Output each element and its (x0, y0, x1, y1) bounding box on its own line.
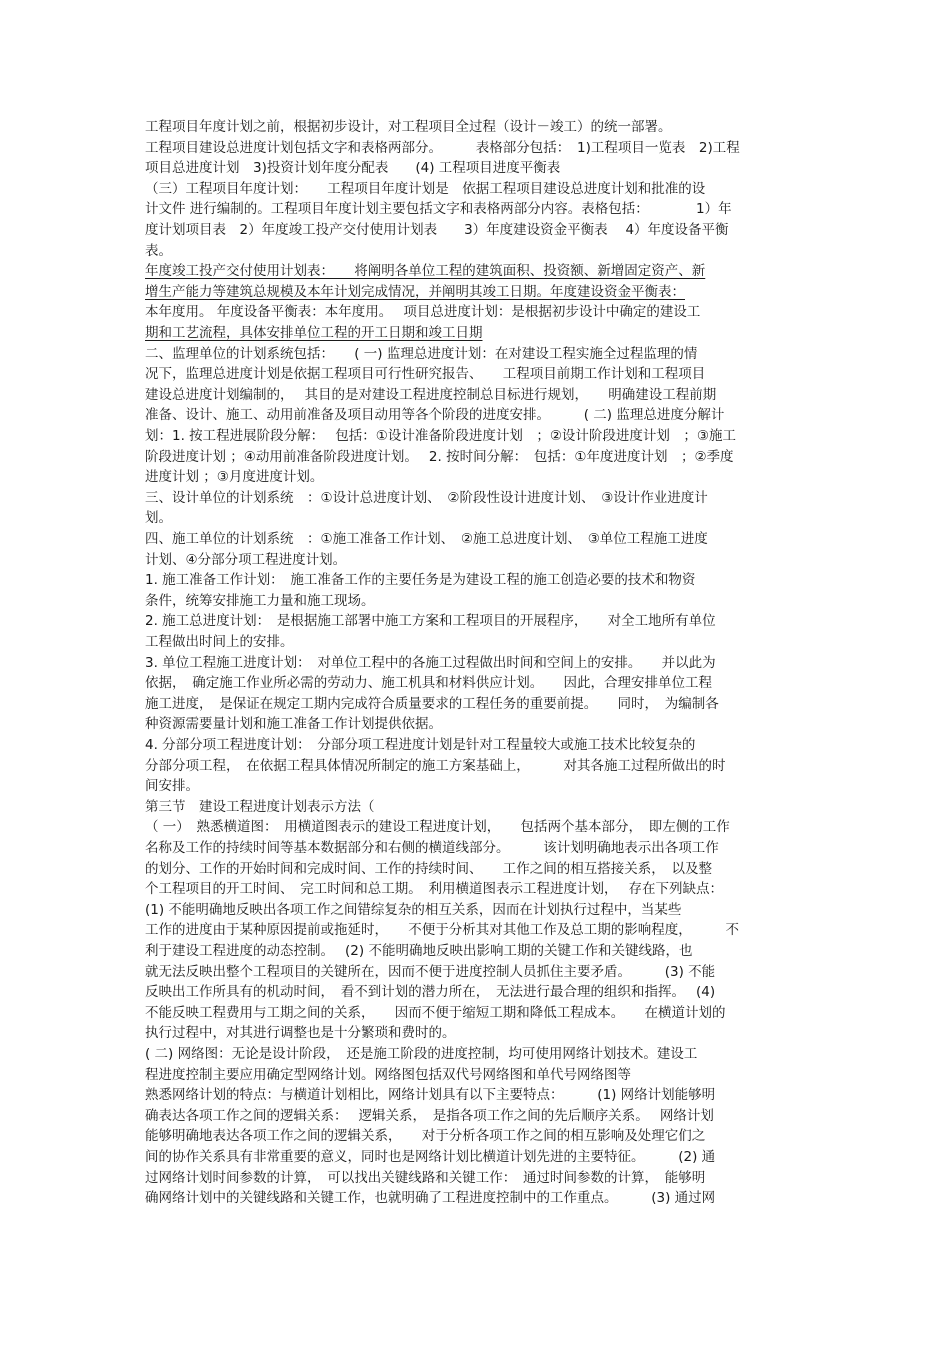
text-line: 就无法反映出整个工程项目的关键所在，因而不便于进度控制人员抓住主要矛盾。 (3) 不能 (145, 963, 716, 980)
text-line: 阶段进度计划 ；④动用前准备阶段进度计划。 2. 按时间分解： 包括：①年度进度计划 ；②季度 (145, 448, 734, 465)
text-line: 种资源需要量计划和施工准备工作计划提供依据。 (145, 716, 442, 733)
text-line: 1. 施工准备工作计划： 施工准备工作的主要任务是为建设工程的施工创造必要的技术和物资 (145, 572, 696, 589)
text-line: 熟悉网络计划的特点：与横道计划相比，网络计划具有以下主要特点： (1) 网络计划能够明 (145, 1087, 716, 1104)
text-line: 年度竣工投产交付使用计划表： 将阐明各单位工程的建筑面积、投资额、新增固定资产、新 (145, 263, 706, 280)
text-line: 施工进度， 是保证在规定工期内完成符合质量要求的工程任务的重要前提。 同时， 为编制各 (145, 695, 719, 712)
text-line: 间安排。 (145, 778, 199, 795)
text-line: 名称及工作的持续时间等基本数据部分和右侧的横道线部分。 该计划明确地表示出各项工作 (145, 840, 719, 856)
text-line: 进度计划 ；③月度进度计划。 (145, 469, 324, 486)
text-line: 程进度控制主要应用确定型网络计划。网络图包括双代号网络图和单代号网络图等 (145, 1066, 631, 1083)
text-line: 计划、④分部分项工程进度计划。 (145, 551, 347, 568)
text-line: 执行过程中，对其进行调整也是十分繁琐和费时的。 (145, 1025, 456, 1042)
text-line: 利于建设工程进度的动态控制。 (2) 不能明确地反映出影响工期的关键工作和关键线路，也 (145, 943, 693, 959)
text-line: 准备、设计、施工、动用前准备及项目动用等各个阶段的进度安排。 ( 二) 监理总进度分解计 (145, 407, 725, 424)
text-line: 分部分项工程， 在依据工程具体情况所制定的施工方案基础上， 对其各施工过程所做出的时 (145, 757, 726, 774)
text-line: 度计划项目表 2）年度竣工投产交付使用计划表 3）年度建设资金平衡表 4）年度设备平衡 (145, 222, 729, 238)
text-line: 划。 (145, 510, 172, 527)
text-line: 工程项目建设总进度计划包括文字和表格两部分。 表格部分包括： 1)工程项目一览表 2)工程 (145, 139, 740, 156)
text-line: 本年度用。 年度设备平衡表：本年度用。 项目总进度计划：是根据初步设计中确定的建设工 (145, 304, 701, 321)
text-line: 二、监理单位的计划系统包括： ( 一) 监理总进度计划：在对建设工程实施全过程监理的情 (145, 345, 698, 362)
text-line: 4. 分部分项工程进度计划： 分部分项工程进度计划是针对工程量较大或施工技术比较复杂的 (145, 737, 696, 753)
text-line: 不能反映工程费用与工期之间的关系， 因而不便于缩短工期和降低工程成本。 在横道计划的 (145, 1004, 726, 1021)
text-line: 过网络计划时间参数的计算， 可以找出关键线路和关键工作： 通过时间参数的计算， 能够明 (145, 1169, 706, 1186)
text-line: 2. 施工总进度计划： 是根据施工部署中施工方案和工程项目的开展程序， 对全工地所有单位 (145, 613, 716, 630)
text-line: 依据， 确定施工作业所必需的劳动力、施工机具和材料供应计划。 因此，合理安排单位工程 (145, 675, 712, 692)
text-line: 建设总进度计划编制的， 其目的是对建设工程进度控制总目标进行规划， 明确建设工程前期 (145, 386, 717, 403)
text-line: 确网络计划中的关键线路和关键工作，也就明确了工程进度控制中的工作重点。 (3) 通过网 (145, 1190, 716, 1207)
text-line: 四、施工单位的计划系统 ：①施工准备工作计划、 ②施工总进度计划、 ③单位工程施工进度 (145, 531, 708, 547)
text-line: 条件，统筹安排施工力量和施工现场。 (145, 592, 375, 609)
text-line: 工作的进度由于某种原因提前或拖延时， 不便于分析其对其他工作及总工期的影响程度， 不 (145, 922, 739, 939)
text-line: 期和工艺流程，具体安排单位工程的开工日期和竣工日期 (145, 325, 483, 341)
text-line: 三、设计单位的计划系统 ：①设计总进度计划、 ②阶段性设计进度计划、 ③设计作业进度计 (145, 489, 708, 506)
text-line: (1) 不能明确地反映出各项工作之间错综复杂的相互关系，因而在计划执行过程中，当某些 (145, 901, 682, 918)
text-line: ( 二) 网络图：无论是设计阶段， 还是施工阶段的进度控制，均可使用网络计划技术。建设工 (145, 1046, 698, 1062)
text-line: 工程项目年度计划之前，根据初步设计，对工程项目全过程（设计－竣工）的统一部署。 (145, 119, 672, 135)
text-line: 确表达各项工作之间的逻辑关系： 逻辑关系， 是指各项工作之间的先后顺序关系。 网络计划 (145, 1107, 714, 1124)
text-line: 的划分、工作的开始时间和完成时间、工作的持续时间、 工作之间的相互搭接关系， 以及整 (145, 860, 712, 877)
text-line: 计文件 进行编制的。工程项目年度计划主要包括文字和表格两部分内容。表格包括： 1）年 (145, 201, 732, 218)
text-line: 工程做出时间上的安排。 (145, 634, 294, 650)
text-line: 第三节 建设工程进度计划表示方法（ (145, 798, 375, 815)
text-line: 3. 单位工程施工进度计划： 对单位工程中的各施工过程做出时间和空间上的安排。 并以此为 (145, 654, 716, 671)
text-line: 间的协作关系具有非常重要的意义，同时也是网络计划比横道计划先进的主要特征。 (2) 通 (145, 1149, 716, 1165)
text-line: （三）工程项目年度计划： 工程项目年度计划是 依据工程项目建设总进度计划和批准的设 (145, 180, 706, 197)
text-line: 反映出工作所具有的机动时间， 看不到计划的潜力所在， 无法进行最合理的组织和指挥。 (4) (145, 984, 716, 1001)
text-line: 项目总进度计划 3)投资计划年度分配表 (4) 工程项目进度平衡表 (145, 160, 561, 177)
text-line: 表。 (145, 242, 172, 259)
text-line: 况下，监理总进度计划是依据工程项目可行性研究报告、 工程项目前期工作计划和工程项目 (145, 366, 706, 383)
text-line: （ 一） 熟悉横道图： 用横道图表示的建设工程进度计划， 包括两个基本部分， 即左侧的工作 (145, 819, 730, 836)
text-line: 划：1. 按工程进展阶段分解： 包括：①设计准备阶段进度计划 ；②设计阶段进度计划 ；③施工 (145, 428, 737, 444)
text-line: 个工程项目的开工时间、 完工时间和总工期。 利用横道图表示工程进度计划， 存在下列缺点： (145, 881, 724, 898)
text-line: 能够明确地表达各项工作之间的逻辑关系， 对于分析各项工作之间的相互影响及处理它们之 (145, 1128, 706, 1145)
text-line: 增生产能力等建筑总规模及本年计划完成情况，并阐明其竣工日期。年度建设资金平衡表： (145, 283, 685, 300)
